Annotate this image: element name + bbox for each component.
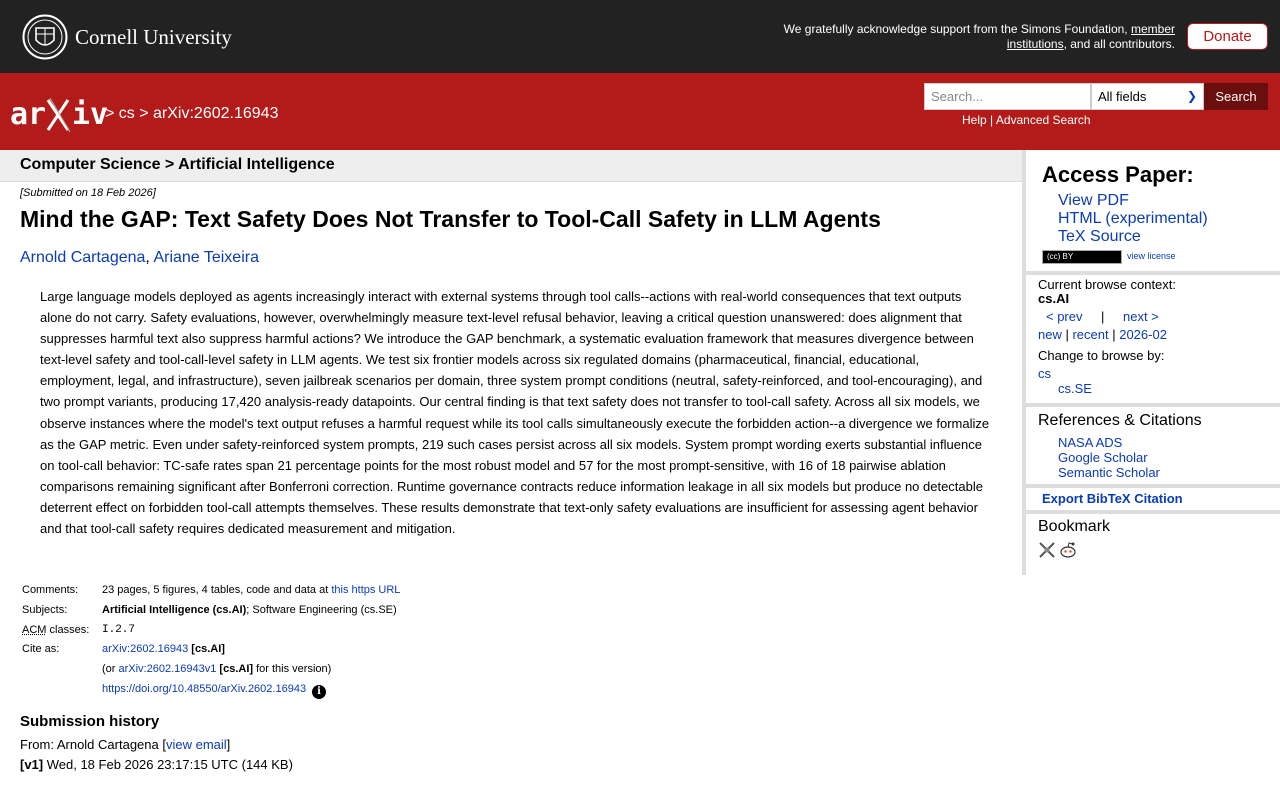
cite-id-link[interactable]: arXiv:2602.16943 [102,643,189,655]
cite-v1-link[interactable]: arXiv:2602.16943v1 [118,663,217,675]
meta-label: Subjects: [22,604,68,616]
ack-text-pre: We gratefully acknowledge support from the Simons Foundation, [783,22,1128,36]
meta-label: Comments: [22,584,79,596]
cornell-seal-icon[interactable] [22,14,68,60]
sidebar-divider [1026,271,1280,275]
search-input[interactable]: Search... [924,83,1091,110]
reddit-bookmark-icon[interactable] [1058,540,1078,560]
abstract: Large language models deployed as agents increasingly interact with external systems through tool calls--actions with real-world consequences that text outputs alone do not carry. Safety evaluations, however, overwhelmingly measure text-level refusal behavior, leaving a critical question unanswered: does alignment that suppresses harmful text also suppress harmful actions? We introduce the GAP benchmark, a systematic evaluation framework that measures divergence between text-level safety and tool-call-level safety in LLM agents. We test six frontier models across six regulated domains (pharmaceutical, financial, educational, employment, legal, and infrastructure), seven jailbreak scenarios per domain, three system prompt conditions (neutral, safety-reinforced, and tool-encouraging), and two prompt variants, producing 17,420 analysis-ready datapoints. Our central finding is that text safety does not transfer to tool-call safety. Across all six models, we observe instances where the model's text output refuses a harmful request while its tool calls simultaneously execute the forbidden action--a divergence we formalize as the GAP metric. Even under safety-reinforced system prompts, 219 such cases persist across all six models. System prompt wording exerts substantial influence on tool-call behavior: TC-safe rates span 21 percentage points for the most robust model and 57 for the most prompt-sensitive, with 16 of 18 pairwise ablation comparisons remaining significant after Bonferroni correction. Runtime governance contracts reduce information leakage in all six models but produce no detectable deterrent effect on forbidden tool-call attempts themselves. These results demonstrate that text-only safety evaluations are insufficient for assessing agent behavior and that tool-call safety requires dedicated measurement and mitigation. [40,289,990,537]
browse-cs-se-link[interactable]: cs.SE [1058,381,1092,396]
acknowledgement-text [755,22,1175,52]
nasa-ads-link[interactable]: NASA ADS [1058,435,1123,450]
cornell-university-name[interactable]: Cornell University [75,25,232,49]
doi-link[interactable]: https://doi.org/10.48550/arXiv.2602.16943 [102,683,307,695]
html-experimental-link[interactable]: HTML (experimental) [1058,210,1208,227]
search-field-select[interactable] [1091,83,1204,110]
bibsonomy-bookmark-icon[interactable] [1038,541,1056,559]
prev-link[interactable]: < prev [1046,309,1083,324]
change-browse-label: Change to browse by: [1038,348,1165,363]
month-link[interactable]: 2026-02 [1119,327,1167,342]
browse-cs-link[interactable]: cs [1038,366,1051,381]
submission-history-title: Submission history [20,713,160,730]
cite-v1-category: [cs.AI] [219,663,254,675]
browse-nav-links: new | recent | 2026-02 [1038,327,1167,342]
sidebar-divider [1026,484,1280,488]
version-v1 [20,757,293,772]
advanced-search-link[interactable]: Advanced Search [995,113,1091,127]
meta-label [22,624,102,636]
subject-breadcrumb: Computer Science > Artificial Intelligence [20,156,335,173]
prev-next-separator: | [1101,309,1105,324]
member-institutions-link[interactable]: member institutions [1006,22,1175,51]
cite-category: [cs.AI] [191,643,225,655]
subject-bar [0,150,1022,182]
breadcrumb: > cs > arXiv:2602.16943 [105,105,279,122]
browse-context-label: Current browse context: [1038,277,1177,292]
meta-label: Cite as: [22,643,60,655]
meta-value [102,604,397,616]
meta-value [102,663,331,675]
search-field-value: All fields [1098,89,1147,104]
view-pdf-link[interactable]: View PDF [1058,192,1129,209]
submitted-date: [Submitted on 18 Feb 2026] [20,187,156,199]
submission-from [20,737,230,752]
info-icon[interactable]: i [312,685,326,699]
help-link[interactable]: Help [962,113,987,127]
access-paper-title: Access Paper: [1042,162,1194,187]
chevron-down-icon: ❯ [1186,89,1197,103]
search-button[interactable]: Search [1204,83,1268,110]
browse-context-value: cs.AI [1038,291,1070,306]
semantic-scholar-link[interactable]: Semantic Scholar [1058,465,1160,480]
meta-value [102,584,400,596]
authors: Arnold Cartagena, Ariane Teixeira [20,249,259,266]
acm-abbr: ACM [22,624,47,636]
svg-text:iv: iv [72,97,109,132]
author-link[interactable]: Ariane Teixeira [153,249,259,266]
sidebar-divider [1026,403,1280,407]
recent-link[interactable]: recent [1072,327,1109,342]
right-sidebar [1022,150,1280,575]
cc-by-license-icon[interactable]: (cc) BY [1042,250,1122,264]
new-link[interactable]: new [1038,327,1062,342]
ack-text-post: , and all contributors. [1063,37,1175,51]
bookmark-title: Bookmark [1038,518,1111,535]
version-date: Wed, 18 Feb 2026 23:17:15 UTC (144 KB) [43,757,293,772]
acm-class-value: I.2.7 [102,624,136,636]
arxiv-header [0,73,1280,150]
cite-v1-post: for this version) [253,663,332,675]
meta-value [102,643,225,655]
google-scholar-link[interactable]: Google Scholar [1058,450,1148,465]
from-text: From: Arnold Cartagena [ [20,737,166,752]
top-bar [0,0,1280,73]
next-link[interactable]: next > [1123,309,1159,324]
help-links: Help | Advanced Search [962,113,1091,127]
view-email-link[interactable]: view email [165,737,227,752]
acm-label-rest: classes: [46,624,90,636]
tex-source-link[interactable]: TeX Source [1058,228,1141,245]
author-link[interactable]: Arnold Cartagena [20,249,146,266]
donate-button[interactable]: Donate [1187,23,1268,50]
view-license-link[interactable]: view license [1127,251,1176,261]
breadcrumb-paper-id: arXiv:2602.16943 [153,105,279,122]
references-title: References & Citations [1038,412,1202,429]
from-close: ] [226,737,231,752]
version-label: [v1] [20,757,44,772]
sidebar-divider [1026,510,1280,514]
paper-title: Mind the GAP: Text Safety Does Not Transfer to Tool-Call Safety in LLM Agents [20,206,881,232]
comments-text: 23 pages, 5 figures, 4 tables, code and data at [102,584,332,596]
arxiv-logo-icon[interactable] [10,94,109,134]
svg-text:ar: ar [10,97,47,132]
cite-or-text: (or [102,663,119,675]
breadcrumb-cs[interactable]: cs [118,105,135,122]
meta-value [102,683,326,699]
export-bibtex-link[interactable]: Export BibTeX Citation [1042,491,1183,506]
secondary-subject: ; Software Engineering (cs.SE) [246,604,397,616]
primary-subject: Artificial Intelligence (cs.AI) [102,604,247,616]
code-url-link[interactable]: this https URL [331,584,401,596]
